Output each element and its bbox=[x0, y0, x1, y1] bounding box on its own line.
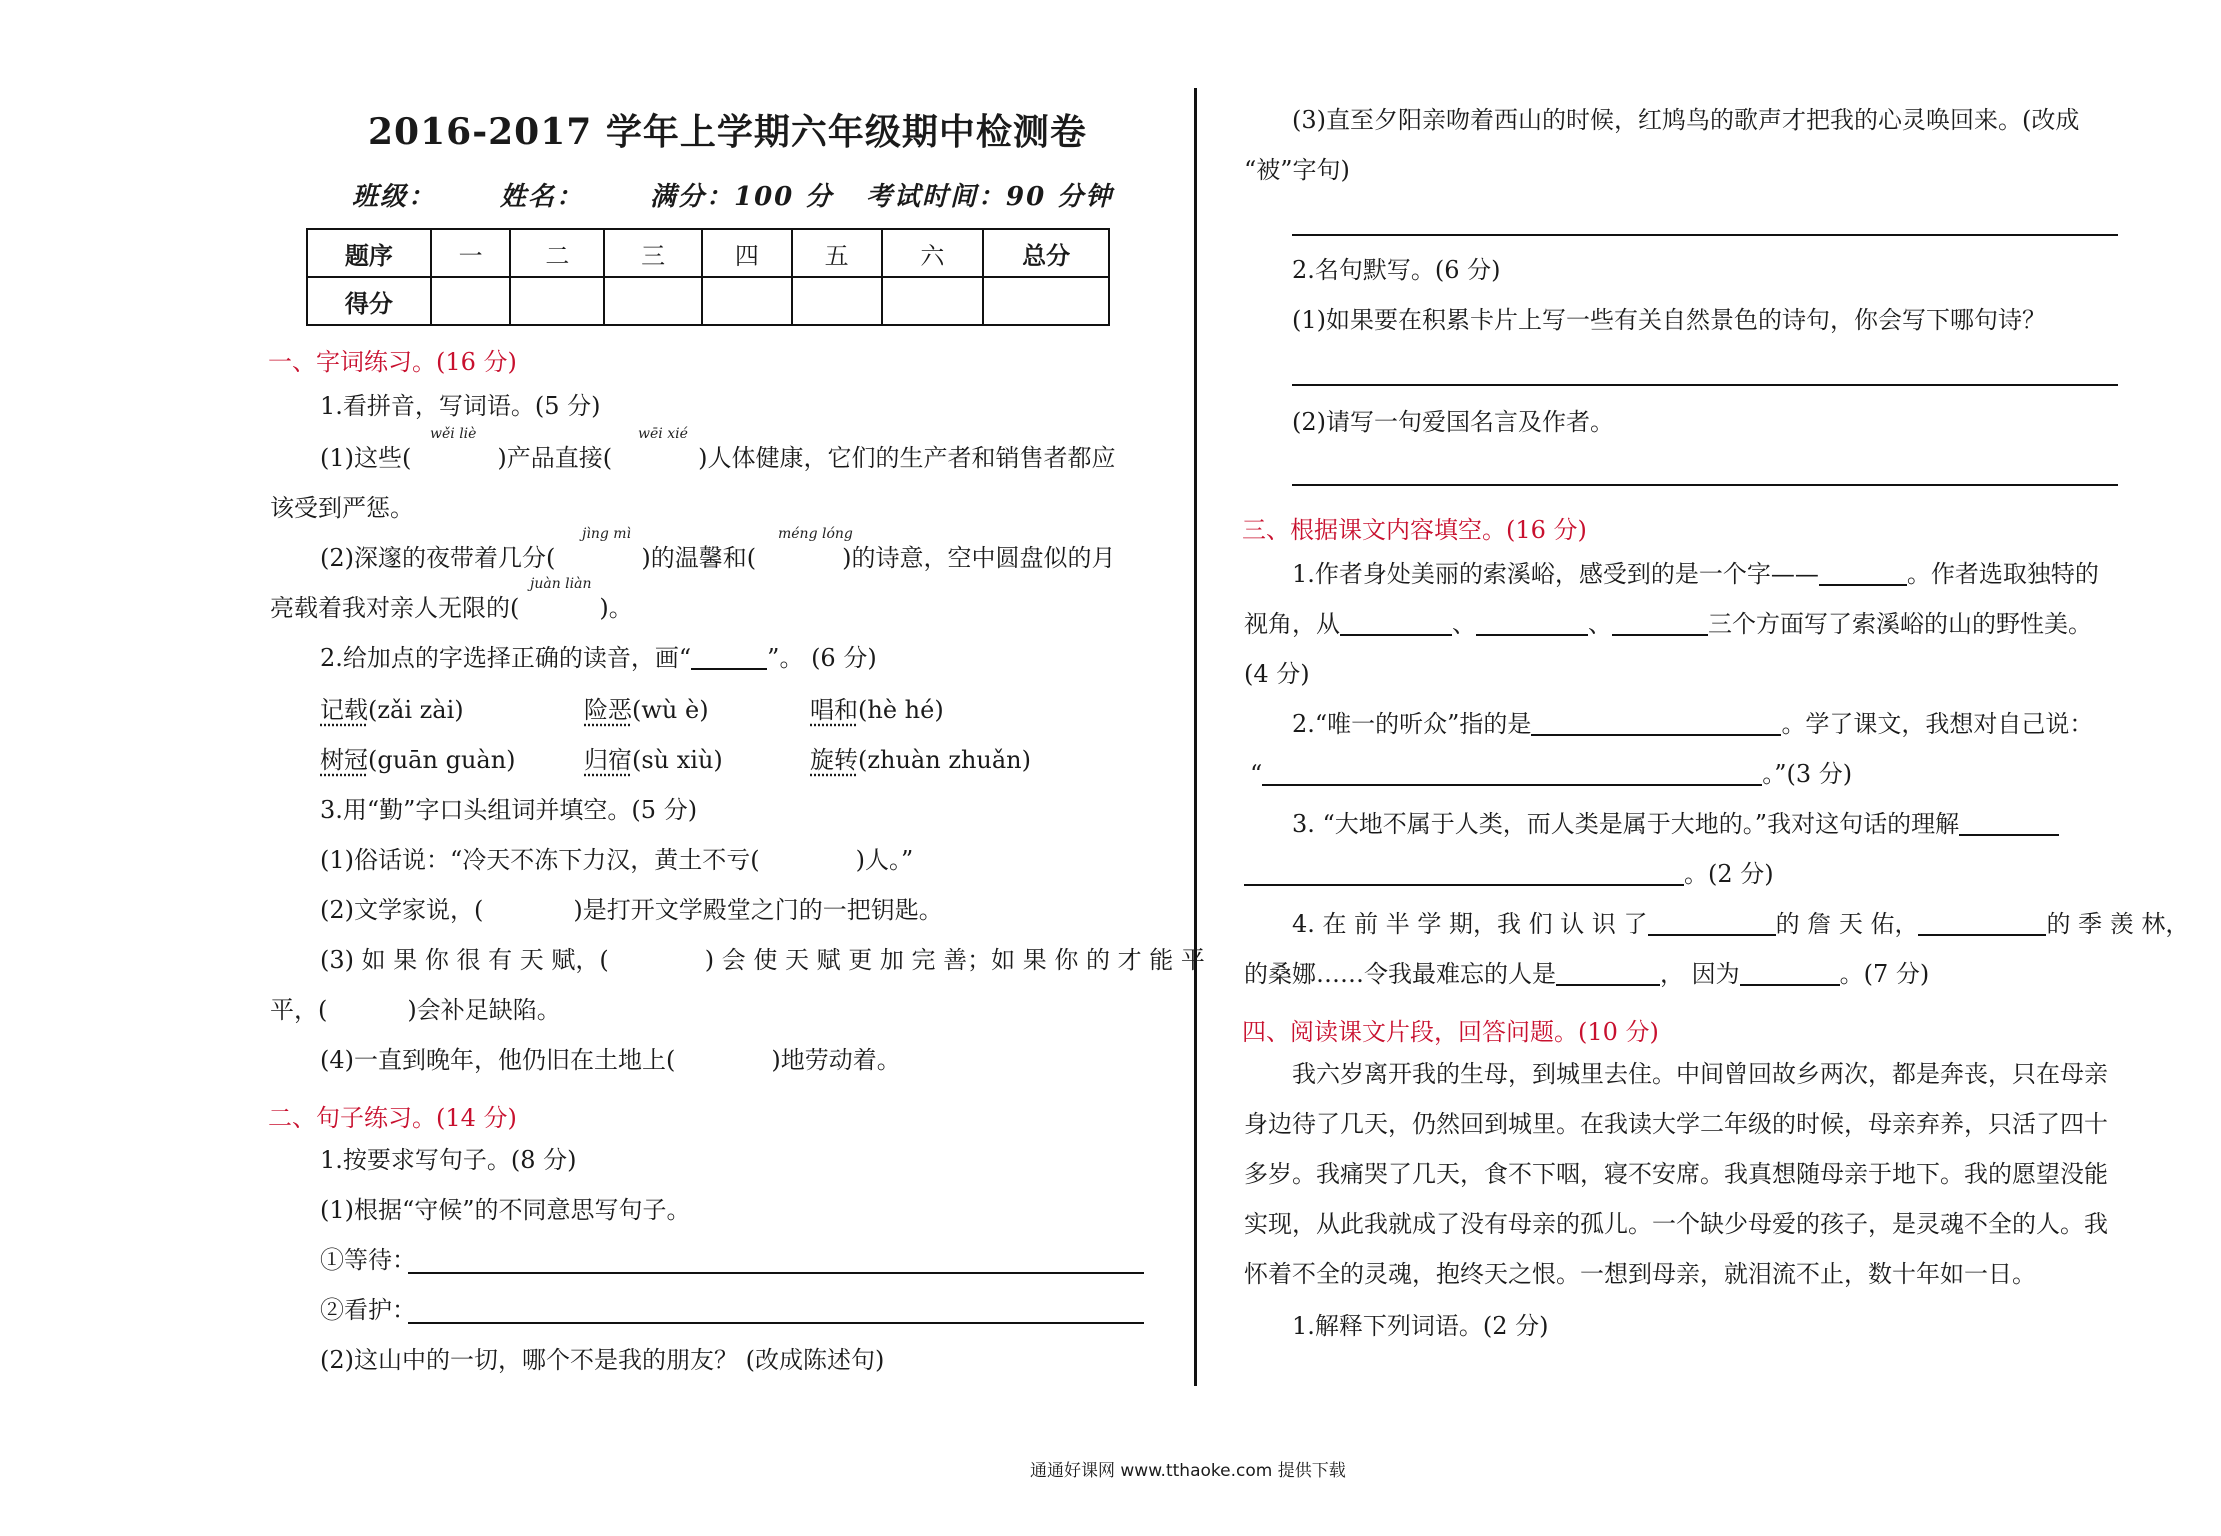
q3-1: (1)俗话说：“冷天不冻下力汉，黄土不亏( )人。” bbox=[320, 846, 914, 874]
s1-3-cont: “被”字句) bbox=[1244, 156, 1350, 184]
footer-credit: 通通好课网 www.tthaoke.com 提供下载 bbox=[1030, 1461, 1346, 1481]
section-3-title: 三、根据课文内容填空。(16 分) bbox=[1242, 516, 1587, 544]
reading-item: 旋转(zhuàn zhuǎn) bbox=[810, 746, 1032, 774]
score-table-header-row bbox=[307, 229, 1109, 277]
f2-line: 2.“唯一的听众”指的是 。学了课文，我想对自己说： bbox=[1292, 710, 2094, 738]
s1-1: (1)根据“守候”的不同意思写句子。 bbox=[320, 1196, 691, 1224]
passage-line: 怀着不全的灵魂，抱终天之恨。一想到母亲，就泪流不止，数十年如一日。 bbox=[1244, 1260, 2036, 1288]
s1-2: (2)这山中的一切，哪个不是我的朋友？ (改成陈述句) bbox=[320, 1346, 885, 1374]
score-table bbox=[306, 228, 1110, 326]
s2-title: 2.名句默写。(6 分) bbox=[1292, 256, 1501, 284]
q1-1-cont: 该受到严惩。 bbox=[270, 494, 414, 522]
q1-1-line: (1)这些( )产品直接( )人体健康，它们的生产者和销售者都应 bbox=[320, 444, 1116, 472]
q3-title: 3.用“勤”字口头组词并填空。(5 分) bbox=[320, 796, 698, 824]
score-row-label: 得分 bbox=[307, 277, 431, 325]
passage-line: 我六岁离开我的生母，到城里去住。中间曾回故乡两次，都是奔丧，只在母亲 bbox=[1292, 1060, 2108, 1088]
underline-sample bbox=[691, 646, 767, 670]
s2-1: (1)如果要在积累卡片上写一些有关自然景色的诗句，你会写下哪句诗？ bbox=[1292, 306, 2046, 334]
answer-line[interactable] bbox=[1292, 384, 2118, 386]
answer-blank[interactable] bbox=[1648, 912, 1776, 936]
score-cell[interactable] bbox=[702, 277, 792, 325]
answer-line[interactable] bbox=[408, 1272, 1144, 1274]
s1-1a-label: ①等待： bbox=[320, 1246, 416, 1274]
score-table-score-row bbox=[307, 277, 1109, 325]
score-cell[interactable] bbox=[604, 277, 702, 325]
score-cell[interactable] bbox=[792, 277, 882, 325]
reading-q1: 1.解释下列词语。(2 分) bbox=[1292, 1312, 1549, 1340]
reading-item: 记载(zǎi zài) bbox=[320, 696, 464, 724]
answer-line[interactable] bbox=[408, 1322, 1144, 1324]
score-header-cell: 总分 bbox=[983, 229, 1109, 277]
section-4-title: 四、阅读课文片段，回答问题。(10 分) bbox=[1242, 1018, 1659, 1046]
score-cell[interactable] bbox=[510, 277, 604, 325]
score-header-cell: 一 bbox=[431, 229, 511, 277]
passage-line: 多岁。我痛哭了几天，食不下咽，寝不安席。我真想随母亲于地下。我的愿望没能 bbox=[1244, 1160, 2108, 1188]
class-label: 班级： bbox=[352, 182, 437, 212]
pinyin-hint: wěi liè bbox=[430, 426, 477, 442]
column-divider bbox=[1194, 88, 1197, 1386]
score-header-cell: 二 bbox=[510, 229, 604, 277]
name-label: 姓名： bbox=[500, 182, 585, 212]
answer-blank[interactable] bbox=[1959, 812, 2059, 836]
score-cell[interactable] bbox=[983, 277, 1109, 325]
answer-blank[interactable] bbox=[1556, 962, 1660, 986]
passage-line: 实现，从此我就成了没有母亲的孤儿。一个缺少母爱的孩子，是灵魂不全的人。我 bbox=[1244, 1210, 2108, 1238]
f3-line: 3. “大地不属于人类，而人类是属于大地的。”我对这句话的理解 bbox=[1292, 812, 2059, 836]
answer-line[interactable] bbox=[1292, 234, 2118, 236]
score-cell[interactable] bbox=[431, 277, 511, 325]
q2-title: 2.给加点的字选择正确的读音，画“ ”。 (6 分) bbox=[320, 644, 877, 672]
s1-3: (3)直至夕阳亲吻着西山的时候，红鸠鸟的歌声才把我的心灵唤回来。(改成 bbox=[1292, 106, 2080, 134]
q3-3-cont: 平，( )会补足缺陷。 bbox=[270, 996, 561, 1024]
reading-item: 树冠(guān guàn) bbox=[320, 746, 516, 774]
answer-blank[interactable] bbox=[1262, 762, 1762, 786]
answer-blank[interactable] bbox=[1244, 862, 1684, 886]
s1-title: 1.按要求写句子。(8 分) bbox=[320, 1146, 577, 1174]
s1-1b-label: ②看护： bbox=[320, 1296, 416, 1324]
f1-line-2: 视角，从 、 、 三个方面写了索溪峪的山的野性美。 bbox=[1244, 610, 2092, 638]
f3-line-2: 。(2 分) bbox=[1244, 862, 1774, 886]
pinyin-hint: jìng mì bbox=[582, 526, 631, 542]
f1-line: 1.作者身处美丽的索溪峪，感受到的是一个字—— 。作者选取独特的 bbox=[1292, 560, 2099, 588]
score-header-cell: 三 bbox=[604, 229, 702, 277]
answer-blank[interactable] bbox=[1340, 612, 1452, 636]
pinyin-hint: wēi xié bbox=[638, 426, 688, 442]
q3-2: (2)文学家说，( )是打开文学殿堂之门的一把钥匙。 bbox=[320, 896, 943, 924]
q1-2-cont: 亮载着我对亲人无限的( )。 bbox=[270, 594, 633, 622]
answer-blank[interactable] bbox=[1740, 962, 1840, 986]
answer-blank[interactable] bbox=[1612, 612, 1708, 636]
section-1-title: 一、字词练习。(16 分) bbox=[268, 348, 517, 376]
f4-line: 4. 在 前 半 学 期，我 们 认 识 了 的 詹 天 佑， 的 季 羡 林， bbox=[1292, 910, 2190, 938]
answer-blank[interactable] bbox=[1531, 712, 1781, 736]
answer-blank[interactable] bbox=[1819, 562, 1907, 586]
reading-item: 唱和(hè hé) bbox=[810, 696, 944, 724]
f2-line-2: “ 。”(3 分) bbox=[1250, 760, 1853, 788]
q3-3: (3) 如 果 你 很 有 天 赋，( ) 会 使 天 赋 更 加 完 善；如 果 你 的 才 能 平 bbox=[320, 946, 1205, 974]
score-header-cell: 六 bbox=[882, 229, 984, 277]
f4-line-2: 的桑娜……令我最难忘的人是 ， 因为 。(7 分) bbox=[1244, 960, 1930, 988]
f1-score: (4 分) bbox=[1244, 660, 1310, 688]
q1-2-line: (2)深邃的夜带着几分( )的温馨和( )的诗意，空中圆盘似的月 bbox=[320, 544, 1116, 572]
reading-item: 险恶(wù è) bbox=[584, 696, 709, 724]
reading-item: 归宿(sù xiù) bbox=[584, 746, 723, 774]
answer-blank[interactable] bbox=[1476, 612, 1588, 636]
score-header-cell: 四 bbox=[702, 229, 792, 277]
pinyin-hint: méng lóng bbox=[778, 526, 853, 542]
q1-title: 1.看拼音，写词语。(5 分) bbox=[320, 392, 601, 420]
score-cell[interactable] bbox=[882, 277, 984, 325]
pinyin-hint: juàn liàn bbox=[530, 576, 592, 592]
answer-line[interactable] bbox=[1292, 484, 2118, 486]
score-header-cell: 五 bbox=[792, 229, 882, 277]
section-2-title: 二、句子练习。(14 分) bbox=[268, 1104, 517, 1132]
page-title: 2016-2017 学年上学期六年级期中检测卷 bbox=[368, 111, 1087, 153]
answer-blank[interactable] bbox=[1918, 912, 2046, 936]
full-score: 满分：100 分 bbox=[650, 182, 834, 212]
exam-time: 考试时间：90 分钟 bbox=[866, 182, 1114, 212]
score-header-cell: 题序 bbox=[307, 229, 431, 277]
passage-line: 身边待了几天，仍然回到城里。在我读大学二年级的时候，母亲弃养，只活了四十 bbox=[1244, 1110, 2108, 1138]
q3-4: (4)一直到晚年，他仍旧在土地上( )地劳动着。 bbox=[320, 1046, 901, 1074]
s2-2: (2)请写一句爱国名言及作者。 bbox=[1292, 408, 1614, 436]
